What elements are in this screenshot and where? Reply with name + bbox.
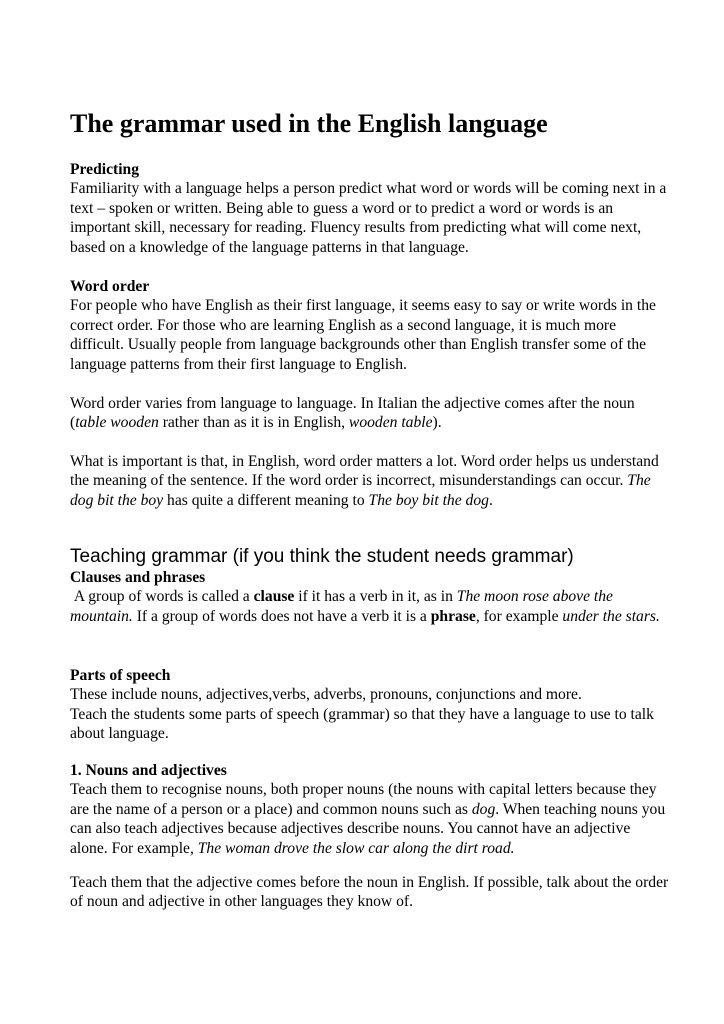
paragraph-parts-1: These include nouns, adjectives,verbs, adverbs, pronouns, conjunctions and more. <box>70 686 582 704</box>
paragraph-word-order-2 <box>70 394 670 433</box>
text-run: ). <box>432 414 442 432</box>
example-italic: The moon rose above the mountain. <box>70 588 617 625</box>
paragraph-nouns-2: Teach them that the adjective comes before the noun in English. If possible, talk about the order of noun and adjective in other languages they know of. <box>70 874 669 911</box>
heading-clauses-phrases: Clauses and phrases <box>70 569 206 586</box>
heading-word-order: Word order <box>70 278 150 295</box>
text-run: , for example <box>475 607 563 625</box>
section-word-order-2 <box>70 394 670 433</box>
example-italic: dog <box>471 800 496 818</box>
paragraph-predicting: Familiarity with a language helps a person predict what word or words will be coming next in a text – spoken or written. Being able to guess a word or to predict a word or words is an important skill, necessary for reading. Fluency results from predicting what will come next, based on a knowledge of the language patterns in that language. <box>70 180 667 256</box>
section-word-order-3 <box>70 452 670 510</box>
section-parts-of-speech <box>70 666 670 744</box>
text-run: . <box>488 491 493 509</box>
paragraph-word-order-1: For people who have English as their first language, it seems easy to say or write words in the correct order. For those who are learning English as a second language, it is much more difficult. Usually people from language backgrounds other than English transfer some of the language patterns from their first language to English. <box>70 297 656 373</box>
section-predicting <box>70 160 670 257</box>
example-italic: The boy bit the dog <box>368 491 489 509</box>
heading-parts-of-speech: Parts of speech <box>70 667 171 684</box>
text-run: A group of words is called a <box>70 588 254 606</box>
heading-predicting: Predicting <box>70 161 140 178</box>
example-italic: wooden table <box>348 414 433 432</box>
paragraph-word-order-3 <box>70 452 670 510</box>
heading-teaching-grammar: Teaching grammar (if you think the student needs grammar) <box>70 546 574 567</box>
paragraph-clauses <box>70 587 670 626</box>
text-run: if it has a verb in it, as in <box>294 588 457 606</box>
page-title: The grammar used in the English language <box>70 109 548 138</box>
paragraph-parts-2: Teach the students some parts of speech (grammar) so that they have a language to use to talk about language. <box>70 705 654 743</box>
section-word-order <box>70 277 670 374</box>
text-run: rather than as it is in English, <box>158 414 349 432</box>
section-nouns-adjectives-2 <box>70 873 670 912</box>
example-italic: The woman drove the slow car along the dirt road. <box>197 839 515 857</box>
text-run: has quite a different meaning to <box>163 491 369 509</box>
term-bold: clause <box>253 588 295 606</box>
section-teaching-grammar <box>70 545 670 626</box>
paragraph-nouns-1 <box>70 780 670 858</box>
heading-nouns-adjectives: 1. Nouns and adjectives <box>70 762 227 779</box>
text-run: . When teaching nouns you can also teach adjectives because adjectives describe nouns. You cannot have an adjective alone. For example, <box>70 800 666 857</box>
text-run: What is important is that, in English, word order matters a lot. Word order helps us understand the meaning of the sentence. If the word order is incorrect, misunderstandings can occur. <box>70 453 659 490</box>
term-bold: phrase <box>430 607 476 625</box>
section-nouns-adjectives <box>70 761 670 858</box>
text-run: Word order varies from language to language. In Italian the adjective comes after the noun ( <box>70 395 635 432</box>
text-run: If a group of words does not have a verb it is a <box>132 607 431 625</box>
example-italic: table wooden <box>75 414 159 432</box>
text-run: Teach them to recognise nouns, both proper nouns (the nouns with capital letters because they are the name of a person or a place) and common nouns such as <box>70 781 657 818</box>
example-italic: under the stars. <box>562 607 660 625</box>
example-italic: The dog bit the boy <box>70 472 651 509</box>
